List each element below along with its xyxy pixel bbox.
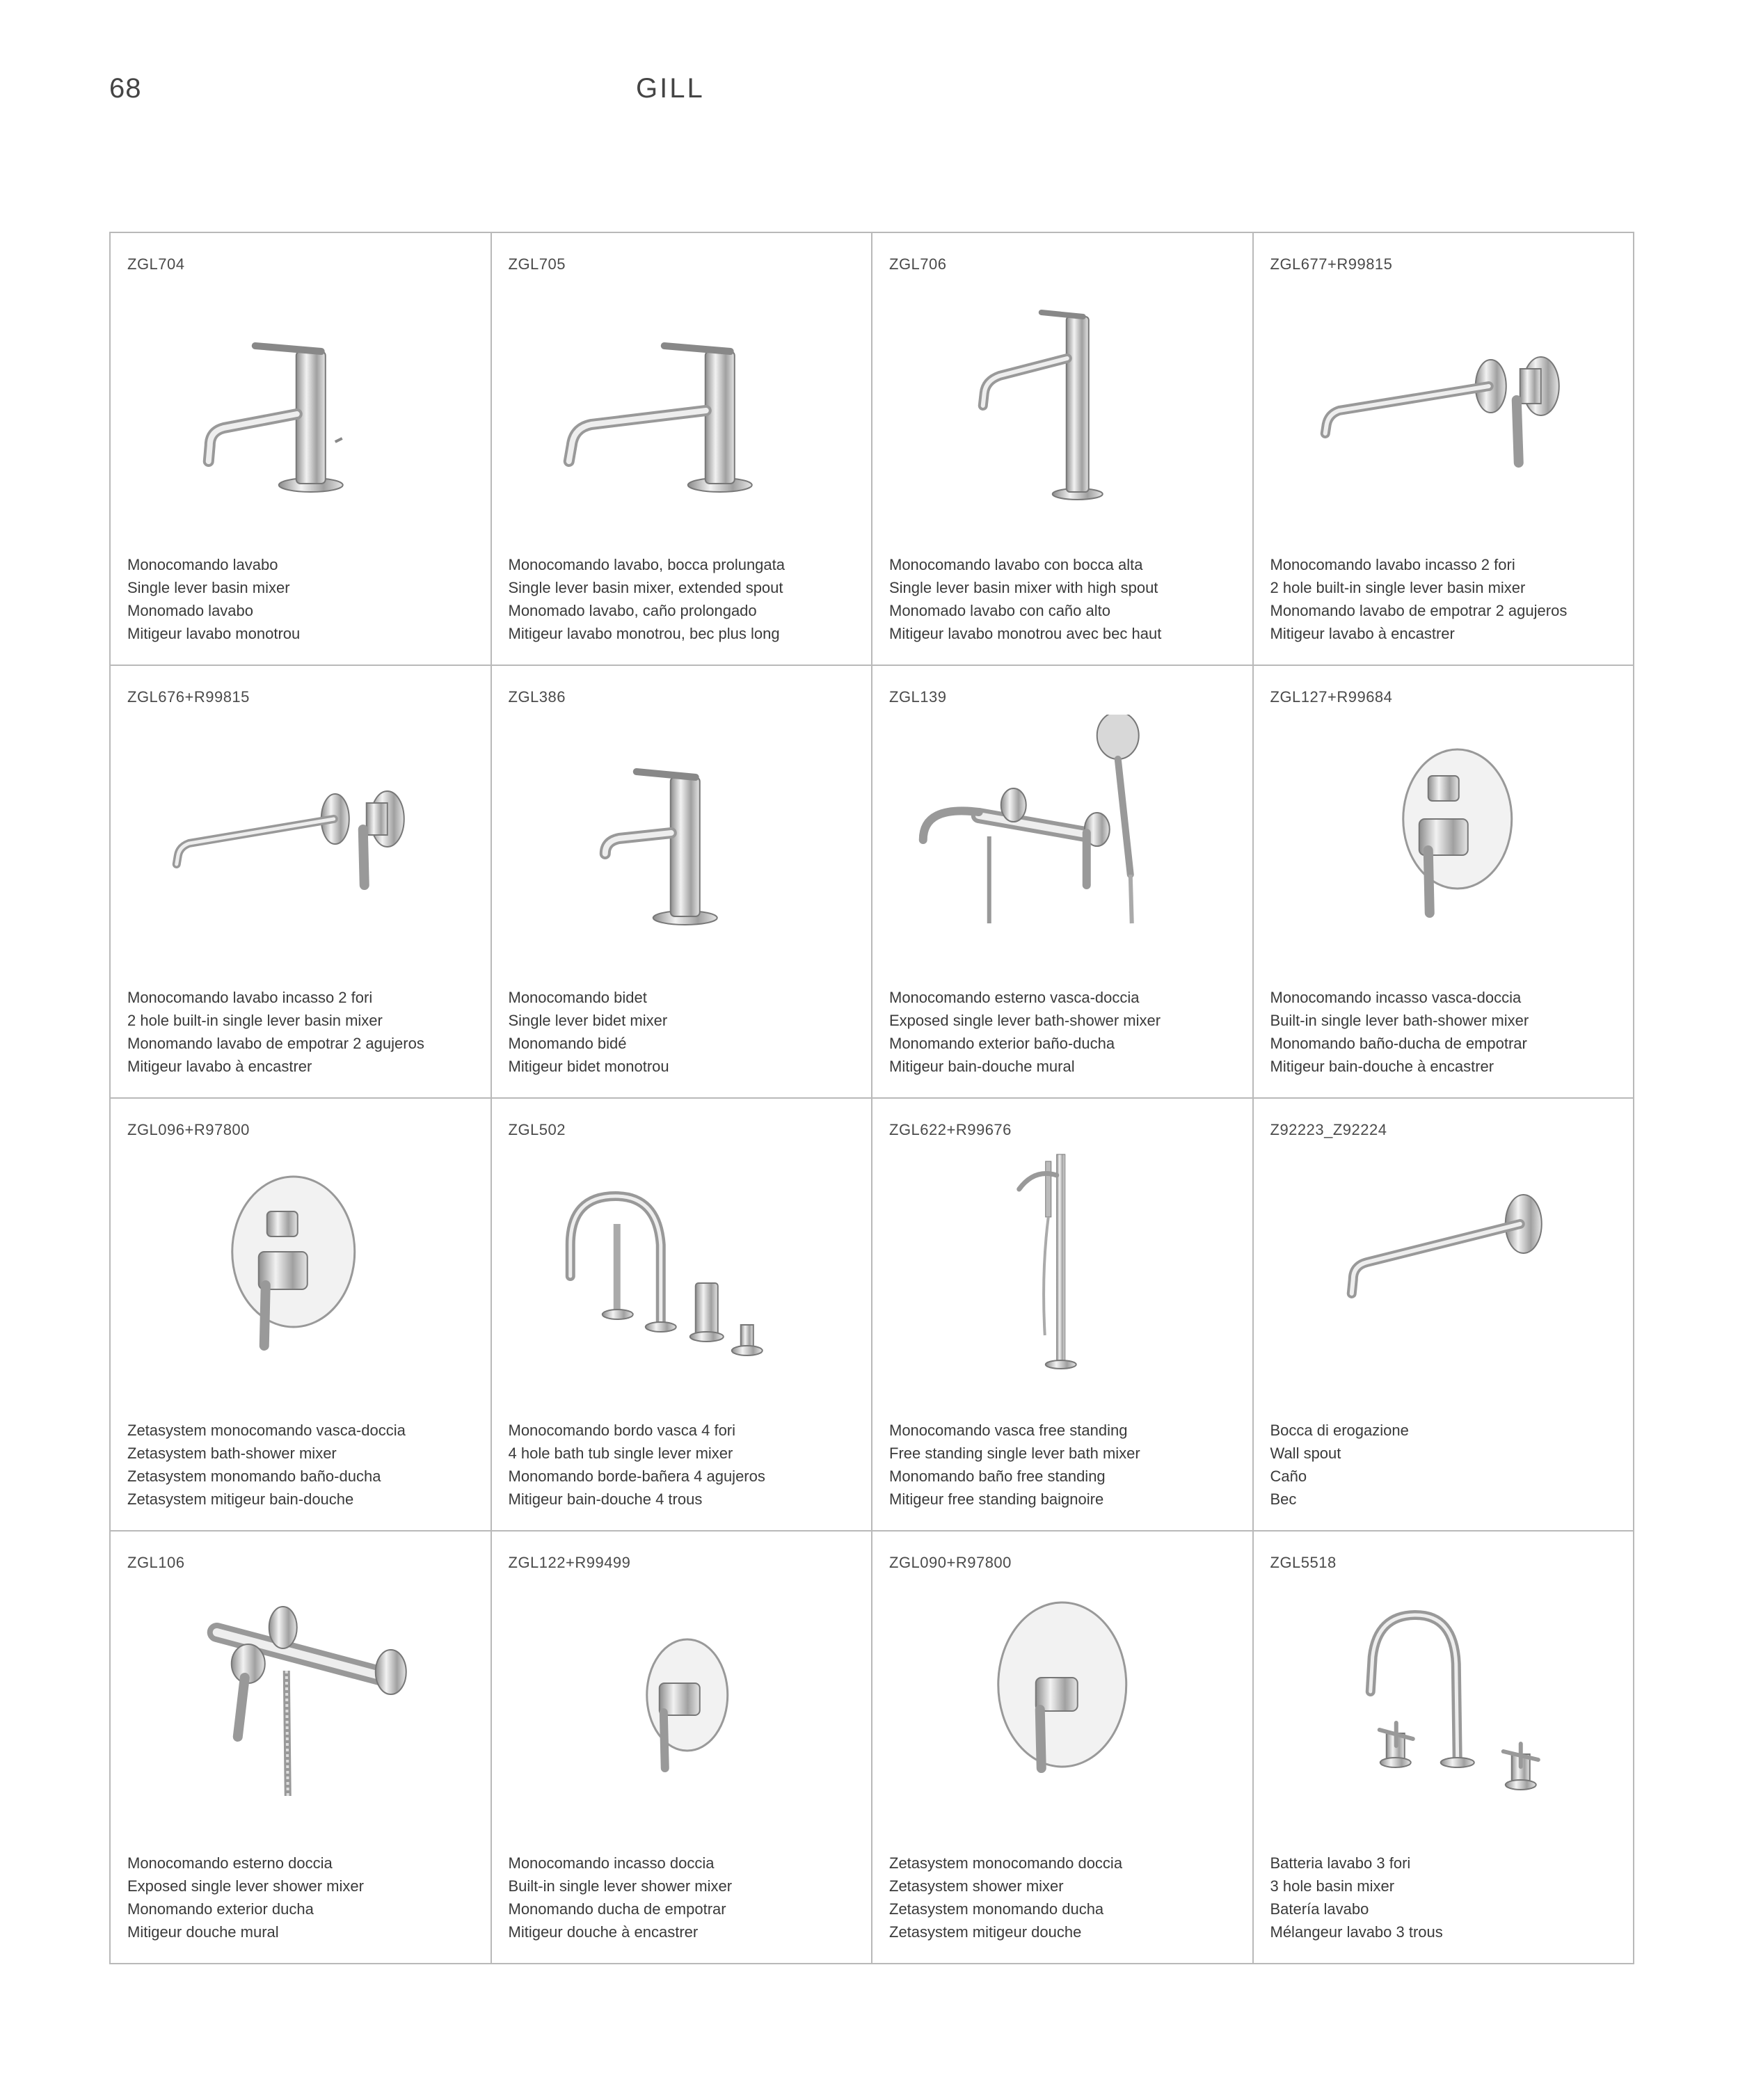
description-fr: Mitigeur bain-douche mural bbox=[889, 1058, 1075, 1075]
description-es: Monomando borde-bañera 4 agujeros bbox=[508, 1467, 765, 1485]
description-es: Zetasystem monomando ducha bbox=[889, 1900, 1104, 1918]
built-in-basin-mixer-long-spout-icon bbox=[111, 715, 491, 937]
product-description bbox=[127, 1852, 484, 1943]
description-es: Monomando baño-ducha de empotrar bbox=[1270, 1035, 1527, 1052]
description-fr: Zetasystem mitigeur bain-douche bbox=[127, 1490, 354, 1508]
product-code: ZGL106 bbox=[127, 1554, 185, 1571]
product-card bbox=[492, 666, 873, 1099]
description-fr: Zetasystem mitigeur douche bbox=[889, 1923, 1082, 1941]
description-it: Monocomando incasso doccia bbox=[508, 1854, 715, 1872]
page-number: 68 bbox=[109, 73, 142, 104]
product-card bbox=[1254, 1532, 1635, 1964]
zetasystem-shower-mixer-icon bbox=[872, 1580, 1252, 1803]
description-es: Monomado lavabo con caño alto bbox=[889, 602, 1110, 619]
description-en: 3 hole basin mixer bbox=[1270, 1877, 1395, 1895]
free-standing-bath-mixer-icon bbox=[872, 1147, 1252, 1370]
description-fr: Bec bbox=[1270, 1490, 1297, 1508]
product-description bbox=[509, 553, 865, 645]
description-fr: Mitigeur lavabo monotrou bbox=[127, 625, 301, 642]
description-en: 2 hole built-in single lever basin mixer bbox=[1270, 579, 1526, 596]
bidet-mixer-icon bbox=[492, 715, 872, 937]
product-description bbox=[127, 1419, 484, 1511]
description-it: Monocomando lavabo, bocca prolungata bbox=[508, 556, 785, 573]
description-es: Monomando baño free standing bbox=[889, 1467, 1106, 1485]
product-card bbox=[492, 1532, 873, 1964]
product-card bbox=[492, 1099, 873, 1532]
product-code: ZGL127+R99684 bbox=[1270, 688, 1393, 706]
product-code: ZGL090+R97800 bbox=[889, 1554, 1012, 1571]
product-code: ZGL677+R99815 bbox=[1270, 255, 1393, 273]
description-fr: Mitigeur lavabo monotrou avec bec haut bbox=[889, 625, 1162, 642]
description-en: 2 hole built-in single lever basin mixer bbox=[127, 1012, 383, 1029]
product-description bbox=[889, 986, 1245, 1078]
description-fr: Mitigeur bain-douche 4 trous bbox=[508, 1490, 703, 1508]
description-es: Monomando exterior ducha bbox=[127, 1900, 314, 1918]
zetasystem-bath-shower-mixer-icon bbox=[111, 1147, 491, 1370]
description-it: Zetasystem monocomando doccia bbox=[889, 1854, 1123, 1872]
description-en: Single lever bidet mixer bbox=[508, 1012, 668, 1029]
product-card bbox=[111, 1532, 492, 1964]
product-description bbox=[889, 553, 1245, 645]
product-code: Z92223_Z92224 bbox=[1270, 1121, 1387, 1138]
basin-mixer-extended-spout-icon bbox=[492, 282, 872, 504]
product-description bbox=[1270, 1419, 1627, 1511]
product-grid bbox=[109, 232, 1634, 1964]
product-card bbox=[872, 1532, 1254, 1964]
product-code: ZGL386 bbox=[508, 688, 566, 706]
product-code: ZGL5518 bbox=[1270, 1554, 1337, 1571]
wall-spout-icon bbox=[1254, 1147, 1634, 1370]
description-fr: Mélangeur lavabo 3 trous bbox=[1270, 1923, 1443, 1941]
product-description bbox=[1270, 1852, 1627, 1943]
description-fr: Mitigeur free standing baignoire bbox=[889, 1490, 1104, 1508]
description-es: Monomado lavabo bbox=[127, 602, 254, 619]
description-es: Monomando exterior baño-ducha bbox=[889, 1035, 1115, 1052]
product-description bbox=[889, 1852, 1245, 1943]
description-it: Monocomando incasso vasca-doccia bbox=[1270, 989, 1522, 1006]
description-en: Exposed single lever shower mixer bbox=[127, 1877, 364, 1895]
basin-mixer-high-spout-icon bbox=[872, 282, 1252, 504]
product-description bbox=[127, 553, 484, 645]
description-es: Monomando lavabo de empotrar 2 agujeros bbox=[127, 1035, 424, 1052]
page-title: GILL bbox=[636, 73, 705, 104]
product-card bbox=[1254, 1099, 1635, 1532]
description-es: Monomando lavabo de empotrar 2 agujeros bbox=[1270, 602, 1568, 619]
product-card bbox=[1254, 666, 1635, 1099]
description-es: Caño bbox=[1270, 1467, 1307, 1485]
product-card bbox=[872, 233, 1254, 666]
description-en: Zetasystem shower mixer bbox=[889, 1877, 1064, 1895]
description-en: Free standing single lever bath mixer bbox=[889, 1445, 1140, 1462]
product-description bbox=[509, 1852, 865, 1943]
description-it: Monocomando lavabo incasso 2 fori bbox=[127, 989, 373, 1006]
description-en: Exposed single lever bath-shower mixer bbox=[889, 1012, 1161, 1029]
description-en: Built-in single lever shower mixer bbox=[508, 1877, 733, 1895]
product-code: ZGL096+R97800 bbox=[127, 1121, 250, 1138]
description-en: Zetasystem bath-shower mixer bbox=[127, 1445, 337, 1462]
product-card bbox=[111, 666, 492, 1099]
description-it: Monocomando bordo vasca 4 fori bbox=[508, 1422, 736, 1439]
description-it: Zetasystem monocomando vasca-doccia bbox=[127, 1422, 406, 1439]
product-card bbox=[1254, 233, 1635, 666]
product-description bbox=[509, 986, 865, 1078]
product-code: ZGL704 bbox=[127, 255, 185, 273]
product-description bbox=[509, 1419, 865, 1511]
description-it: Monocomando esterno doccia bbox=[127, 1854, 333, 1872]
description-en: Built-in single lever bath-shower mixer bbox=[1270, 1012, 1529, 1029]
description-it: Batteria lavabo 3 fori bbox=[1270, 1854, 1411, 1872]
description-it: Monocomando vasca free standing bbox=[889, 1422, 1128, 1439]
built-in-shower-mixer-icon bbox=[492, 1580, 872, 1803]
description-it: Monocomando bidet bbox=[508, 989, 647, 1006]
description-fr: Mitigeur lavabo à encastrer bbox=[1270, 625, 1455, 642]
description-es: Zetasystem monomando baño-ducha bbox=[127, 1467, 381, 1485]
bath-tub-4-hole-mixer-icon bbox=[492, 1147, 872, 1370]
product-code: ZGL676+R99815 bbox=[127, 688, 250, 706]
description-en: Single lever basin mixer bbox=[127, 579, 290, 596]
product-description bbox=[1270, 553, 1627, 645]
description-en: Wall spout bbox=[1270, 1445, 1341, 1462]
product-description bbox=[1270, 986, 1627, 1078]
product-description bbox=[127, 986, 484, 1078]
description-it: Monocomando esterno vasca-doccia bbox=[889, 989, 1140, 1006]
product-code: ZGL705 bbox=[508, 255, 566, 273]
product-card bbox=[492, 233, 873, 666]
product-card bbox=[872, 1099, 1254, 1532]
product-code: ZGL502 bbox=[508, 1121, 566, 1138]
product-code: ZGL122+R99499 bbox=[508, 1554, 631, 1571]
description-fr: Mitigeur lavabo à encastrer bbox=[127, 1058, 312, 1075]
built-in-bath-shower-mixer-icon bbox=[1254, 715, 1634, 937]
product-code: ZGL706 bbox=[889, 255, 947, 273]
product-description bbox=[889, 1419, 1245, 1511]
description-fr: Mitigeur lavabo monotrou, bec plus long bbox=[508, 625, 780, 642]
description-it: Bocca di erogazione bbox=[1270, 1422, 1409, 1439]
product-code: ZGL622+R99676 bbox=[889, 1121, 1012, 1138]
exposed-shower-mixer-icon bbox=[111, 1580, 491, 1803]
description-es: Monomando ducha de empotrar bbox=[508, 1900, 726, 1918]
description-fr: Mitigeur bidet monotrou bbox=[508, 1058, 669, 1075]
description-en: Single lever basin mixer, extended spout bbox=[508, 579, 783, 596]
description-it: Monocomando lavabo incasso 2 fori bbox=[1270, 556, 1515, 573]
product-card bbox=[111, 233, 492, 666]
description-es: Batería lavabo bbox=[1270, 1900, 1369, 1918]
description-fr: Mitigeur bain-douche à encastrer bbox=[1270, 1058, 1494, 1075]
basin-mixer-icon bbox=[111, 282, 491, 504]
product-code: ZGL139 bbox=[889, 688, 947, 706]
description-fr: Mitigeur douche mural bbox=[127, 1923, 279, 1941]
description-fr: Mitigeur douche à encastrer bbox=[508, 1923, 699, 1941]
product-card bbox=[111, 1099, 492, 1532]
exposed-bath-shower-mixer-icon bbox=[872, 715, 1252, 937]
description-en: Single lever basin mixer with high spout bbox=[889, 579, 1158, 596]
description-it: Monocomando lavabo con bocca alta bbox=[889, 556, 1143, 573]
built-in-basin-mixer-icon bbox=[1254, 282, 1634, 504]
description-es: Monomando bidé bbox=[508, 1035, 627, 1052]
3-hole-basin-mixer-icon bbox=[1254, 1580, 1634, 1803]
description-es: Monomado lavabo, caño prolongado bbox=[508, 602, 757, 619]
description-it: Monocomando lavabo bbox=[127, 556, 278, 573]
product-card bbox=[872, 666, 1254, 1099]
description-en: 4 hole bath tub single lever mixer bbox=[508, 1445, 733, 1462]
